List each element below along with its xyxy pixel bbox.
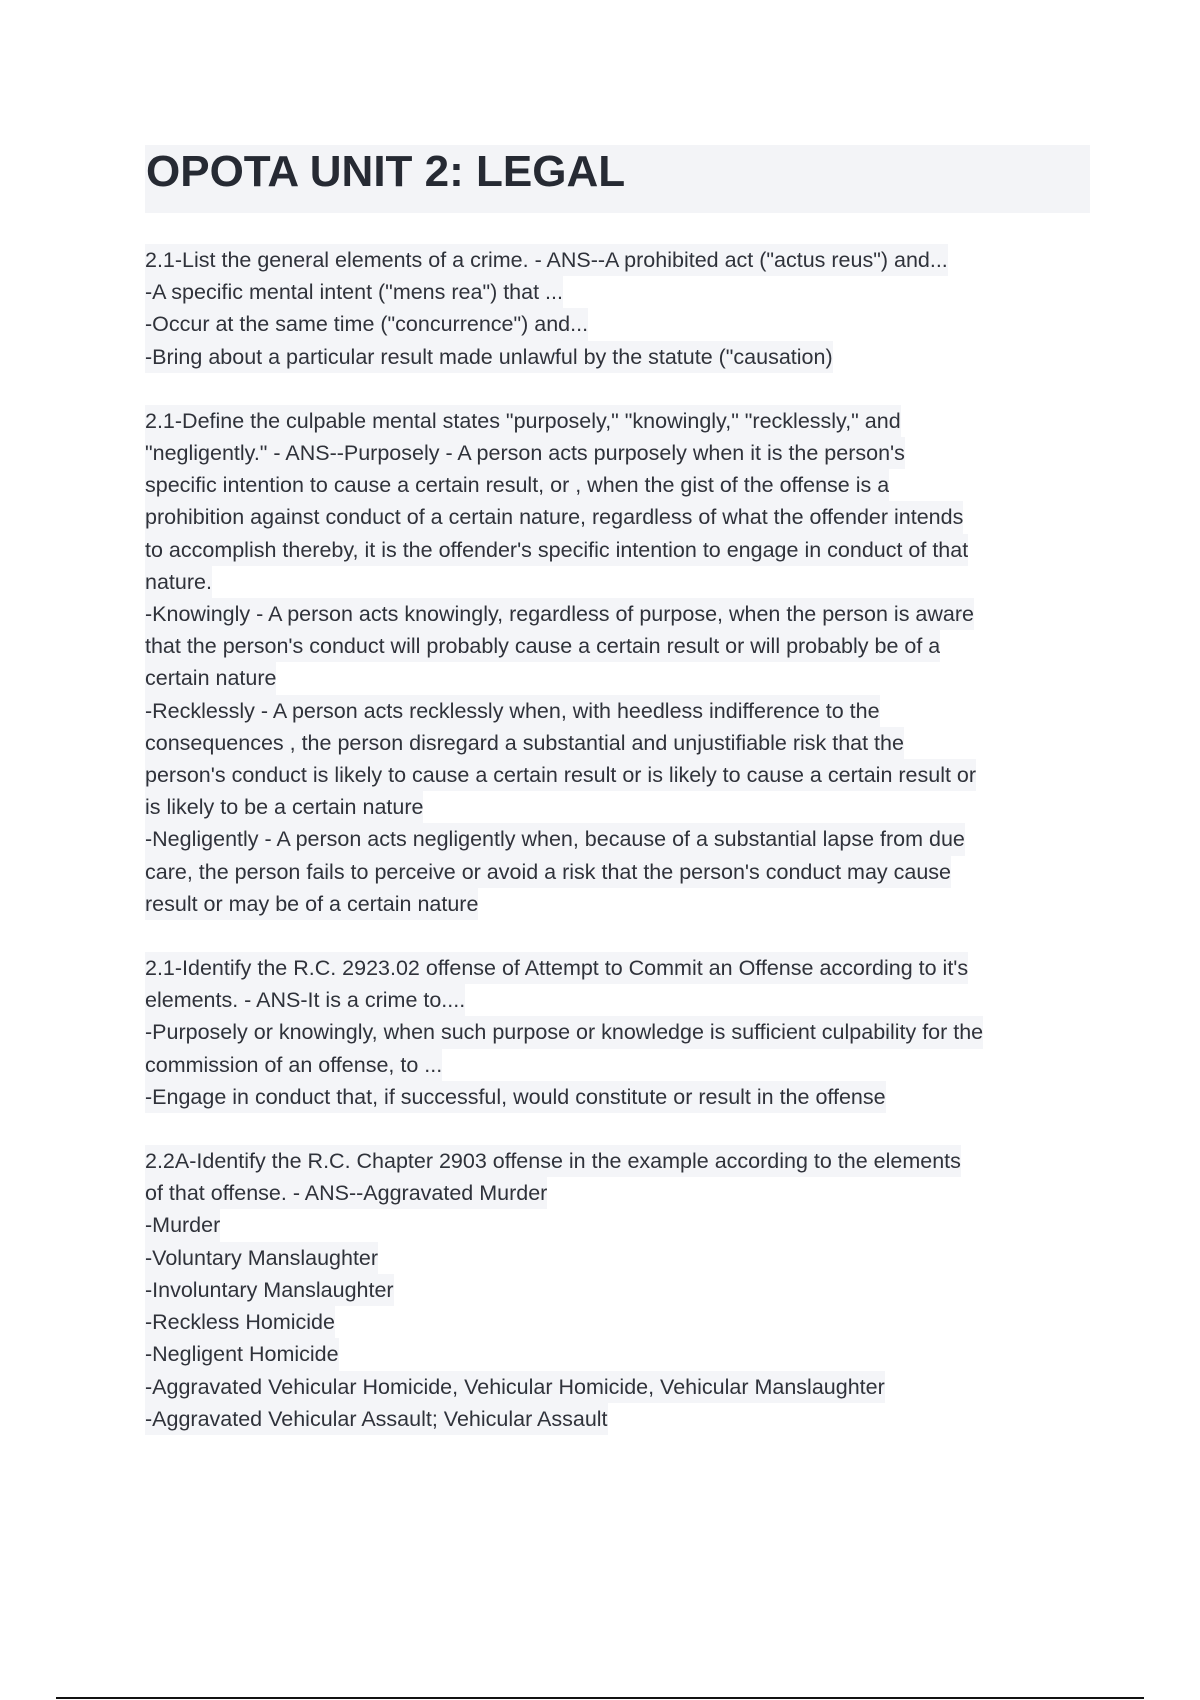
text-line: prohibition against conduct of a certain nature, regardless of what the offender intends [145, 501, 963, 533]
text-line: specific intention to cause a certain result, or , when the gist of the offense is a [145, 469, 889, 501]
text-line: -Negligently - A person acts negligently when, because of a substantial lapse from due [145, 823, 965, 855]
text-line: -Purposely or knowingly, when such purpose or knowledge is sufficient culpability for the [145, 1016, 983, 1048]
qa-block-homicide-offenses [145, 1145, 1090, 1435]
text-line: consequences , the person disregard a substantial and unjustifiable risk that the [145, 727, 904, 759]
text-line: -Engage in conduct that, if successful, would constitute or result in the offense [145, 1081, 886, 1113]
text-line: elements. - ANS-It is a crime to.... [145, 984, 465, 1016]
qa-block-culpable-mental-states [145, 405, 1090, 920]
text-line: -Recklessly - A person acts recklessly when, with heedless indifference to the [145, 695, 880, 727]
text-line: is likely to be a certain nature [145, 791, 423, 823]
text-line: 2.1-List the general elements of a crime. - ANS--A prohibited act ("actus reus") and... [145, 244, 948, 276]
document-body [145, 244, 1090, 1467]
text-line: of that offense. - ANS--Aggravated Murder [145, 1177, 547, 1209]
text-line: commission of an offense, to ... [145, 1049, 442, 1081]
text-line: -Negligent Homicide [145, 1338, 339, 1370]
text-line: -Occur at the same time ("concurrence") and... [145, 308, 588, 340]
text-line: nature. [145, 566, 212, 598]
text-line: -Bring about a particular result made unlawful by the statute ("causation) [145, 341, 833, 373]
text-line: -Aggravated Vehicular Homicide, Vehicular Homicide, Vehicular Manslaughter [145, 1371, 885, 1403]
text-line: care, the person fails to perceive or avoid a risk that the person's conduct may cause [145, 856, 951, 888]
qa-block-attempt-offense [145, 952, 1090, 1113]
text-line: -Murder [145, 1209, 220, 1241]
text-line: person's conduct is likely to cause a certain result or is likely to cause a certain result or [145, 759, 976, 791]
text-line: -Aggravated Vehicular Assault; Vehicular Assault [145, 1403, 608, 1435]
text-line: -Voluntary Manslaughter [145, 1242, 378, 1274]
text-line: certain nature [145, 662, 276, 694]
text-line: 2.2A-Identify the R.C. Chapter 2903 offense in the example according to the elements [145, 1145, 961, 1177]
text-line: -Knowingly - A person acts knowingly, regardless of purpose, when the person is aware [145, 598, 974, 630]
text-line: result or may be of a certain nature [145, 888, 478, 920]
text-line: -Reckless Homicide [145, 1306, 335, 1338]
text-line: 2.1-Define the culpable mental states "purposely," "knowingly," "recklessly," and [145, 405, 901, 437]
qa-block-elements-of-crime [145, 244, 1090, 373]
text-line: to accomplish thereby, it is the offender's specific intention to engage in conduct of that [145, 534, 968, 566]
page-title: OPOTA UNIT 2: LEGAL [146, 147, 626, 196]
text-line: 2.1-Identify the R.C. 2923.02 offense of Attempt to Commit an Offense according to it's [145, 952, 968, 984]
text-line: -A specific mental intent ("mens rea") that ... [145, 276, 563, 308]
text-line: that the person's conduct will probably cause a certain result or will probably be of a [145, 630, 940, 662]
footer-divider [56, 1697, 1144, 1699]
text-line: "negligently." - ANS--Purposely - A person acts purposely when it is the person's [145, 437, 905, 469]
text-line: -Involuntary Manslaughter [145, 1274, 394, 1306]
